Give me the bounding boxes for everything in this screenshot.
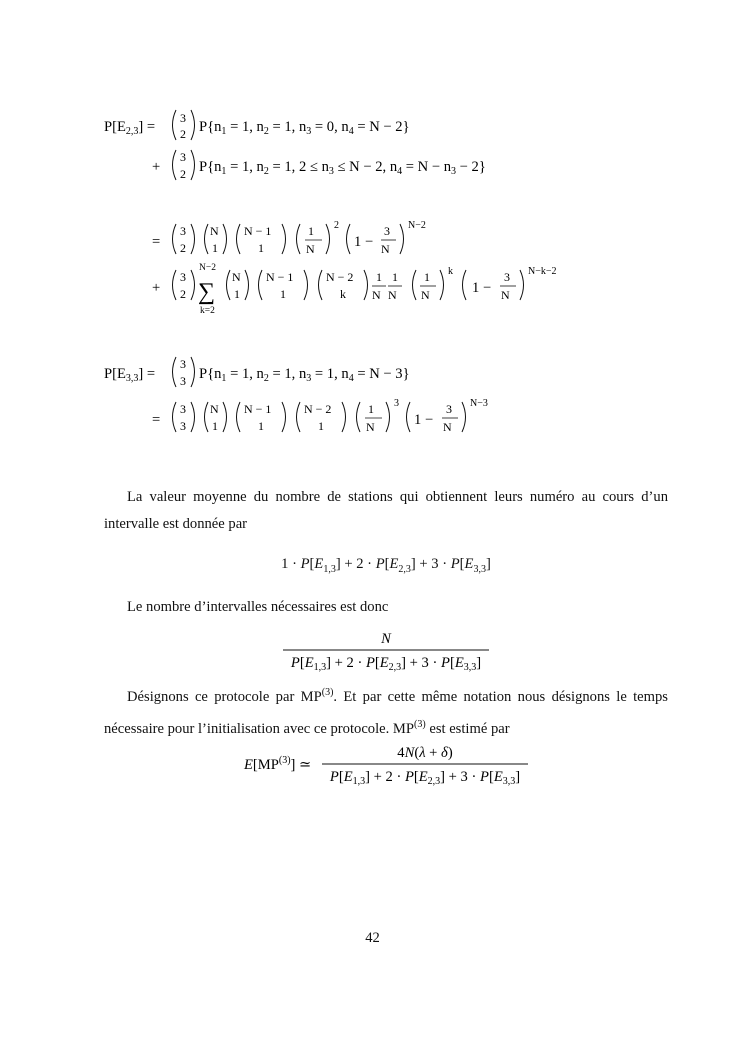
svg-text:3: 3 bbox=[180, 270, 186, 284]
equation-e23-line4 bbox=[152, 263, 557, 316]
svg-text:N − 2: N − 2 bbox=[326, 270, 354, 284]
svg-text:2: 2 bbox=[180, 127, 186, 141]
svg-text:∑: ∑ bbox=[198, 279, 216, 305]
svg-text:N: N bbox=[232, 270, 241, 284]
svg-text:4N(λ + δ): 4N(λ + δ) bbox=[397, 745, 453, 761]
svg-text:1 −: 1 − bbox=[472, 280, 492, 296]
svg-text:1: 1 bbox=[258, 241, 264, 255]
svg-text:N: N bbox=[210, 402, 219, 416]
svg-text:1: 1 bbox=[280, 287, 286, 301]
svg-text:N: N bbox=[372, 288, 381, 302]
svg-text:E[MP(3)] ≃: E[MP$^{(3)}$] ≃ bbox=[244, 755, 312, 773]
svg-text:2: 2 bbox=[334, 220, 339, 231]
paragraph-mean-value: La valeur moyenne du nombre de stations qui obtiennent leurs numéro au cours d’un intervalle est donnée par bbox=[104, 489, 668, 532]
svg-text:3: 3 bbox=[180, 111, 186, 125]
svg-text:3: 3 bbox=[384, 224, 390, 238]
svg-text:1 −: 1 − bbox=[414, 412, 434, 428]
svg-text:P{n1 = 1, n2 = 1, 2 ≤ n3 ≤ N: $P\{n_1 = 1$, $n_2 = 1$, $2 \le n_3 \le N - 2$, $n_4 = N - n_3 - 2$} bbox=[199, 159, 486, 177]
svg-text:=: = bbox=[152, 412, 161, 428]
svg-text:N−2: N−2 bbox=[199, 263, 216, 273]
equation-block bbox=[0, 0, 745, 460]
svg-text:2: 2 bbox=[180, 167, 186, 181]
svg-text:N − 1: N − 1 bbox=[244, 402, 272, 416]
page-number: 42 bbox=[365, 930, 380, 946]
equation-e23-line2 bbox=[152, 150, 486, 181]
svg-text:N−2: N−2 bbox=[408, 220, 426, 231]
svg-text:+: + bbox=[152, 280, 161, 296]
svg-text:N: N bbox=[421, 288, 430, 302]
svg-text:2: 2 bbox=[180, 241, 186, 255]
svg-text:1: 1 bbox=[318, 419, 324, 433]
svg-text:3: 3 bbox=[446, 402, 452, 416]
svg-text:N: N bbox=[381, 631, 391, 647]
equation-mean: $1 \cdot P[E_{1,3}] + 2 \cdot P[E_{2,3}] + 3 \cdot P[E_{3,3}]$ bbox=[281, 556, 491, 575]
paragraph-intervals: Le nombre d’intervalles nécessaires est donc bbox=[127, 599, 389, 615]
equation-e23-line3 bbox=[152, 220, 426, 256]
svg-text:1: 1 bbox=[392, 270, 398, 284]
svg-text:N − 1: N − 1 bbox=[266, 270, 294, 284]
svg-text:N: N bbox=[388, 288, 397, 302]
equation-e33-line1 bbox=[104, 357, 410, 388]
svg-text:3: 3 bbox=[180, 150, 186, 164]
svg-text:N: N bbox=[501, 288, 510, 302]
svg-text:1: 1 bbox=[424, 270, 430, 284]
equation-intervals bbox=[0, 626, 745, 672]
svg-text:3: 3 bbox=[180, 419, 186, 433]
equation-e33-line2 bbox=[152, 398, 488, 434]
svg-text:N: N bbox=[443, 420, 452, 434]
svg-text:1: 1 bbox=[368, 402, 374, 416]
svg-text:1: 1 bbox=[376, 270, 382, 284]
svg-text:3: 3 bbox=[394, 398, 399, 409]
svg-text:N: N bbox=[381, 242, 390, 256]
svg-text:1: 1 bbox=[234, 287, 240, 301]
paragraph-protocol: Désignons ce protocole par MP$^{(3)}$. Et par cette même notation nous désignons le temps nécessaire pour l’initialisation avec ce protocole. MP$^{(3)}$ est estimé par bbox=[104, 687, 668, 737]
svg-text:=: = bbox=[152, 234, 161, 250]
svg-text:3: 3 bbox=[180, 357, 186, 371]
svg-text:2: 2 bbox=[180, 287, 186, 301]
svg-text:P{n1 = 1, n2 = 1, n3 = 0, n: $P\{n_1 = 1$, $n_2 = 1$, $n_3 = 0$, $n_4 = N - 2$} bbox=[199, 119, 410, 137]
svg-text:N: N bbox=[210, 224, 219, 238]
svg-text:3: 3 bbox=[504, 270, 510, 284]
svg-text:N − 1: N − 1 bbox=[244, 224, 272, 238]
svg-text:3: 3 bbox=[180, 402, 186, 416]
svg-text:k=2: k=2 bbox=[200, 306, 215, 316]
svg-text:k: k bbox=[340, 287, 346, 301]
svg-text:N: N bbox=[366, 420, 375, 434]
svg-text:P[E3,3] =: $P[E_{3,3}]$ = bbox=[104, 366, 156, 384]
svg-text:3: 3 bbox=[180, 224, 186, 238]
svg-text:N−k−2: N−k−2 bbox=[528, 266, 557, 277]
svg-text:+: + bbox=[152, 159, 161, 175]
svg-text:N−3: N−3 bbox=[470, 398, 488, 409]
svg-text:P[E2,3] =: $P[E_{2,3}]$ = bbox=[104, 119, 156, 137]
svg-text:P[E1,3] + 2 · P[E2,3] + 3 · P[: $P[E_{1,3}] + 2 \cdot P[E_{2,3}] + 3 \cdot P[E_{3,3}]$ bbox=[329, 769, 521, 786]
svg-text:3: 3 bbox=[180, 374, 186, 388]
svg-text:1: 1 bbox=[308, 224, 314, 238]
svg-text:1: 1 bbox=[212, 241, 218, 255]
svg-text:P[E1,3] + 2 · P[E2,3] + 3 · P[: $P[E_{1,3}] + 2 \cdot P[E_{2,3}] + 3 \cdot P[E_{3,3}]$ bbox=[290, 655, 482, 672]
svg-text:1: 1 bbox=[212, 419, 218, 433]
equation-e23-line1 bbox=[104, 110, 410, 141]
svg-text:k: k bbox=[448, 266, 453, 277]
svg-text:1 −: 1 − bbox=[354, 234, 374, 250]
svg-text:N: N bbox=[306, 242, 315, 256]
svg-text:N − 2: N − 2 bbox=[304, 402, 332, 416]
equation-estimate bbox=[0, 740, 745, 786]
svg-text:1: 1 bbox=[258, 419, 264, 433]
svg-text:P{n1 = 1, n2 = 1, n3 = 1, n: $P\{n_1 = 1$, $n_2 = 1$, $n_3 = 1$, $n_4 = N - 3$} bbox=[199, 366, 410, 384]
